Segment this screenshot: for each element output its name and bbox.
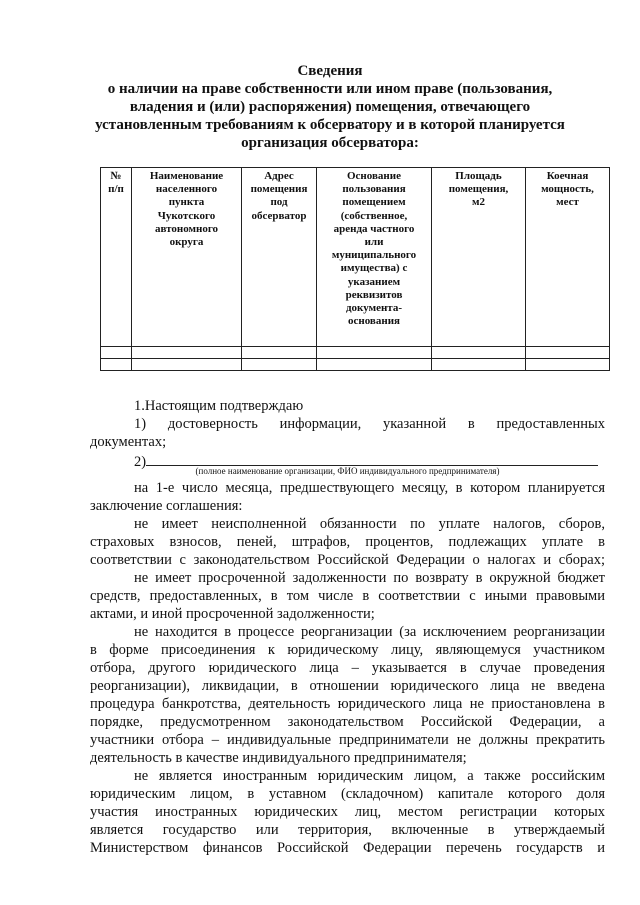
- table-cell: [242, 359, 317, 371]
- paragraph-line: не является иностранным юридическим лицом, а также российским: [134, 768, 605, 784]
- paragraph-line: на 1-е число месяца, предшествующего месяцу, в котором планируется: [134, 480, 605, 496]
- table-header-row: [101, 168, 610, 347]
- table-row: [101, 359, 610, 371]
- table-cell: [432, 359, 526, 371]
- paragraph-line: порядке, предусмотренном законодательством Российской Федерации, а: [90, 714, 605, 730]
- paragraph-line: участия иностранных юридических лиц, местом регистрации которых: [90, 804, 605, 820]
- paragraph-line: 1) достоверность информации, указанной в предоставленных: [134, 416, 605, 432]
- header-address: Адрес помещения под обсерватор: [242, 168, 317, 347]
- header-bed-capacity: Коечная мощность, мест: [526, 168, 610, 347]
- paragraph-line: 1.Настоящим подтверждаю: [134, 398, 304, 414]
- paragraph-line: является государство или территория, включенные в утверждаемый: [90, 822, 605, 838]
- document-title: [60, 62, 600, 152]
- paragraph-line: деятельность в качестве индивидуального предпринимателя;: [90, 750, 467, 766]
- table-cell: [132, 359, 242, 371]
- premises-table: [100, 167, 610, 371]
- header-basis: Основание пользования помещением (собственное, аренда частного или муниципального имущества) с указанием реквизитов документа- основания: [317, 168, 432, 347]
- paragraph-line: документах;: [90, 434, 167, 450]
- paragraph-line: реорганизации), ликвидации, в отношении юридического лица не введена: [90, 678, 605, 694]
- blank-caption: (полное наименование организации, ФИО индивидуального предпринимателя): [195, 466, 500, 476]
- header-area: Площадь помещения, м2: [432, 168, 526, 347]
- title-line: владения и (или) распоряжения) помещения, отвечающего: [129, 99, 531, 115]
- paragraph-line: актами, и иной просроченной задолженности;: [90, 606, 375, 622]
- table-cell: [432, 347, 526, 359]
- title-line: о наличии на праве собственности или ином праве (пользования,: [107, 81, 553, 97]
- table-cell: [242, 347, 317, 359]
- organization-name-blank: [146, 451, 598, 466]
- paragraph-line: соответствии с законодательством Российской Федерации о налогах и сборах;: [90, 552, 605, 568]
- table-cell: [526, 347, 610, 359]
- paragraph-line: не имеет неисполненной обязанности по уплате налогов, сборов,: [134, 516, 605, 532]
- table-cell: [317, 359, 432, 371]
- table-cell: [101, 347, 132, 359]
- paragraph-line: средств, предоставленных, в том числе в соответствии с иными правовыми: [90, 588, 605, 604]
- paragraph-line: в форме присоединения к юридическому лицу, являющемуся участником: [90, 642, 605, 658]
- item-number: 2): [134, 454, 147, 470]
- table-cell: [526, 359, 610, 371]
- table-cell: [132, 347, 242, 359]
- paragraph-line: отбора, другого юридического лица – указывается в случае проведения: [90, 660, 605, 676]
- table-cell: [101, 359, 132, 371]
- table-cell: [317, 347, 432, 359]
- title-line: Сведения: [297, 63, 363, 79]
- paragraph-line: юридическим лицом, в уставном (складочном) капитале которого доля: [90, 786, 605, 802]
- table-row: [101, 347, 610, 359]
- paragraph-line: страховых взносов, пеней, штрафов, процентов, подлежащих уплате в: [90, 534, 605, 550]
- paragraph-line: не имеет просроченной задолженности по возврату в окружной бюджет: [134, 570, 605, 586]
- header-number: № п/п: [101, 168, 132, 347]
- paragraph-line: не находится в процессе реорганизации (за исключением реорганизации: [134, 624, 605, 640]
- paragraph-line: процедура банкротства, деятельность юридического лица не приостановлена в: [90, 696, 605, 712]
- header-settlement-name: Наименование населенного пункта Чукотского автономного округа: [132, 168, 242, 347]
- paragraph-line: Министерством финансов Российской Федерации перечень государств и: [90, 840, 605, 856]
- title-line: организация обсерватора:: [241, 135, 419, 151]
- paragraph-line: заключение соглашения:: [90, 498, 243, 514]
- title-line: установленным требованиям к обсерватору и в которой планируется: [95, 117, 565, 133]
- paragraph-line: участники отбора – индивидуальные предприниматели не должны прекратить: [90, 732, 605, 748]
